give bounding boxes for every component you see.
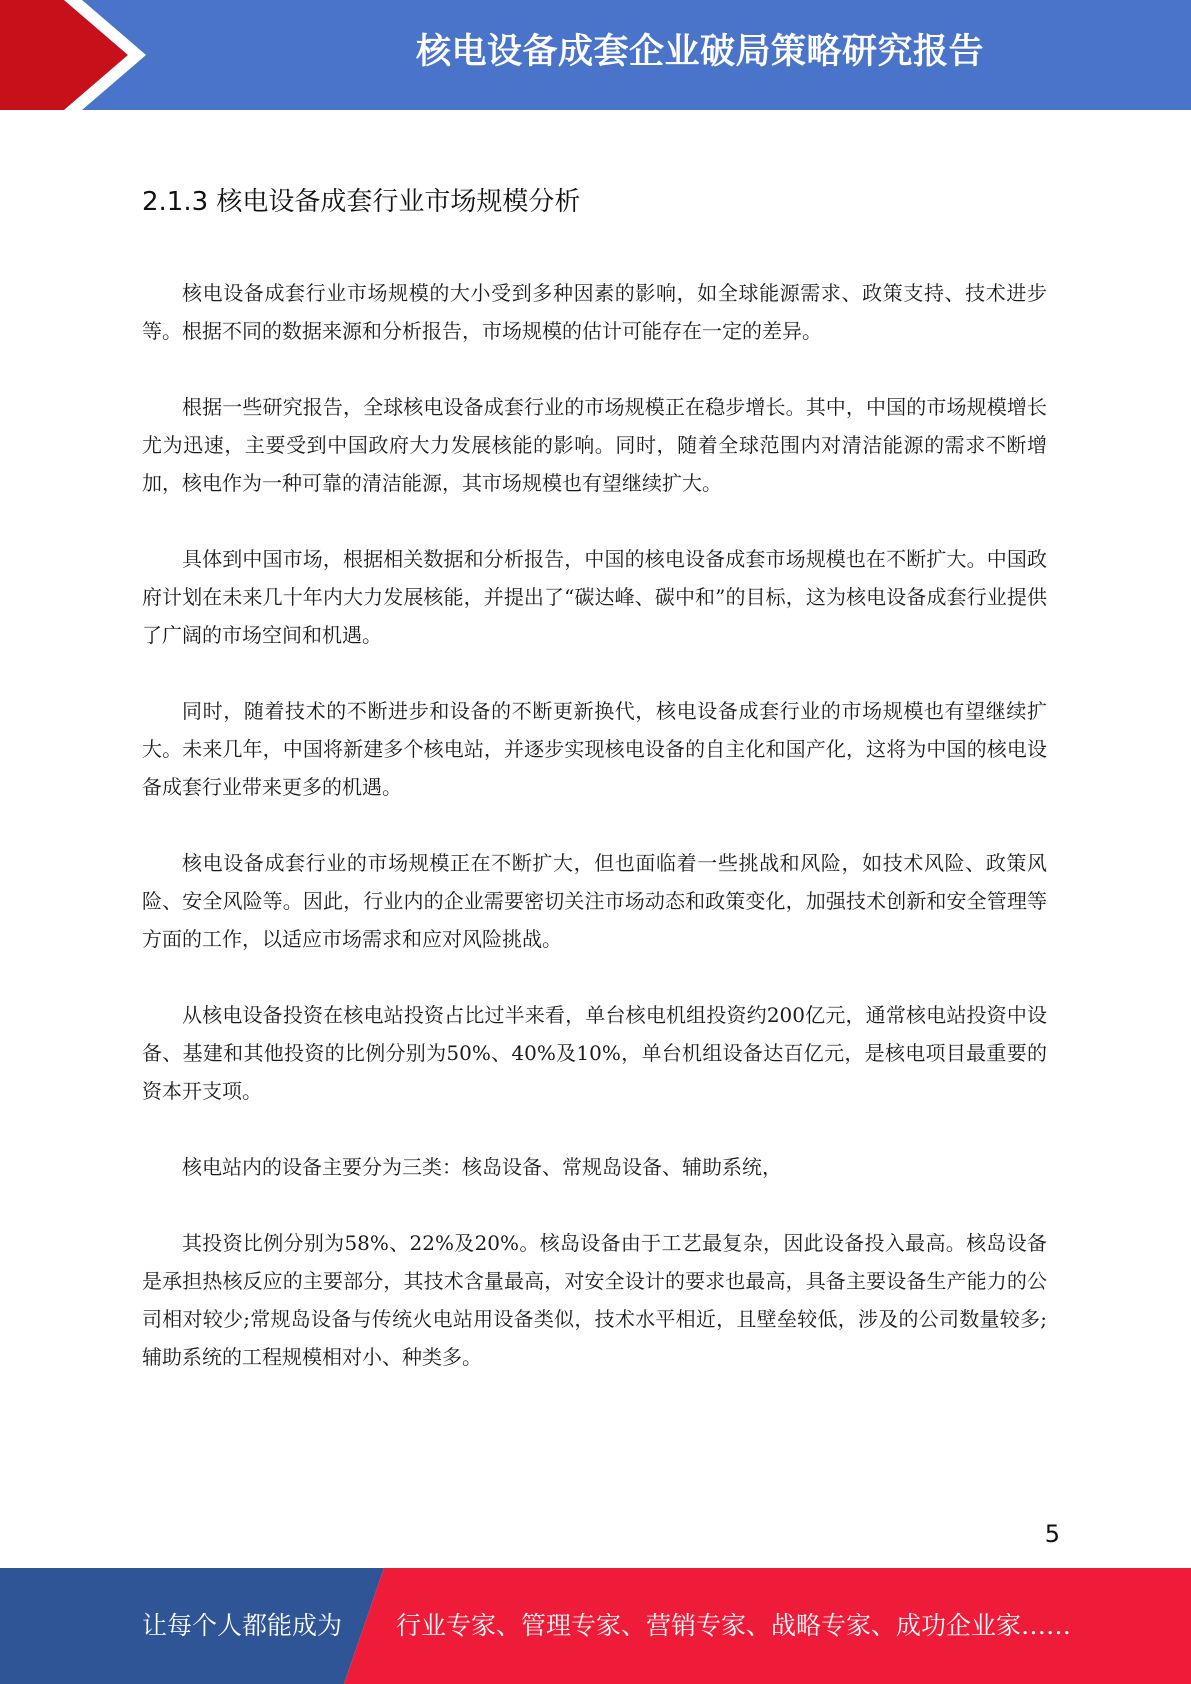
body-text xyxy=(142,274,1047,1414)
paragraph: 核电设备成套行业的市场规模正在不断扩大，但也面临着一些挑战和风险，如技术风险、政策风险、安全风险等。因此，行业内的企业需要密切关注市场动态和政策变化，加强技术创新和安全管理等方面的工作，以适应市场需求和应对风险挑战。 xyxy=(142,851,1047,951)
paragraph: 具体到中国市场，根据相关数据和分析报告，中国的核电设备成套市场规模也在不断扩大。中国政府计划在未来几十年内大力发展核能，并提出了“碳达峰、碳中和”的目标，这为核电设备成套行业提供了广阔的市场空间和机遇。 xyxy=(142,547,1047,647)
page-header xyxy=(0,0,1191,110)
page-footer xyxy=(0,1568,1191,1684)
paragraph: 核电设备成套行业市场规模的大小受到多种因素的影响，如全球能源需求、政策支持、技术进步等。根据不同的数据来源和分析报告，市场规模的估计可能存在一定的差异。 xyxy=(142,281,1047,343)
paragraph: 同时，随着技术的不断进步和设备的不断更新换代，核电设备成套行业的市场规模也有望继续扩大。未来几年，中国将新建多个核电站，并逐步实现核电设备的自主化和国产化，这将为中国的核电设备成套行业带来更多的机遇。 xyxy=(142,699,1047,799)
paragraph: 其投资比例分别为58%、22%及20%。核岛设备由于工艺最复杂，因此设备投入最高。核岛设备是承担热核反应的主要部分，其技术含量最高，对安全设计的要求也最高，具备主要设备生产能力的公司相对较少;常规岛设备与传统火电站用设备类似，技术水平相近，且壁垒较低，涉及的公司数量较多;辅助系统的工程规模相对小、种类多。 xyxy=(142,1231,1047,1369)
page-number: 5 xyxy=(1044,1520,1060,1548)
footer-slogan-right: 行业专家、管理专家、营销专家、战略专家、成功企业家…… xyxy=(396,1611,1072,1640)
paragraph: 核电站内的设备主要分为三类：核岛设备、常规岛设备、辅助系统， xyxy=(182,1155,782,1179)
paragraph: 根据一些研究报告，全球核电设备成套行业的市场规模正在稳步增长。其中，中国的市场规模增长尤为迅速，主要受到中国政府大力发展核能的影响。同时，随着全球范围内对清洁能源的需求不断增加，核电作为一种可靠的清洁能源，其市场规模也有望继续扩大。 xyxy=(142,395,1047,495)
section-heading: 2.1.3 核电设备成套行业市场规模分析 xyxy=(142,187,581,217)
footer-slogan-left: 让每个人都能成为 xyxy=(142,1611,343,1640)
paragraph: 从核电设备投资在核电站投资占比过半来看，单台核电机组投资约200亿元，通常核电站投资中设备、基建和其他投资的比例分别为50%、40%及10%，单台机组设备达百亿元，是核电项目最重要的资本开支项。 xyxy=(142,1003,1047,1103)
header-title: 核电设备成套企业破局策略研究报告 xyxy=(415,32,984,72)
